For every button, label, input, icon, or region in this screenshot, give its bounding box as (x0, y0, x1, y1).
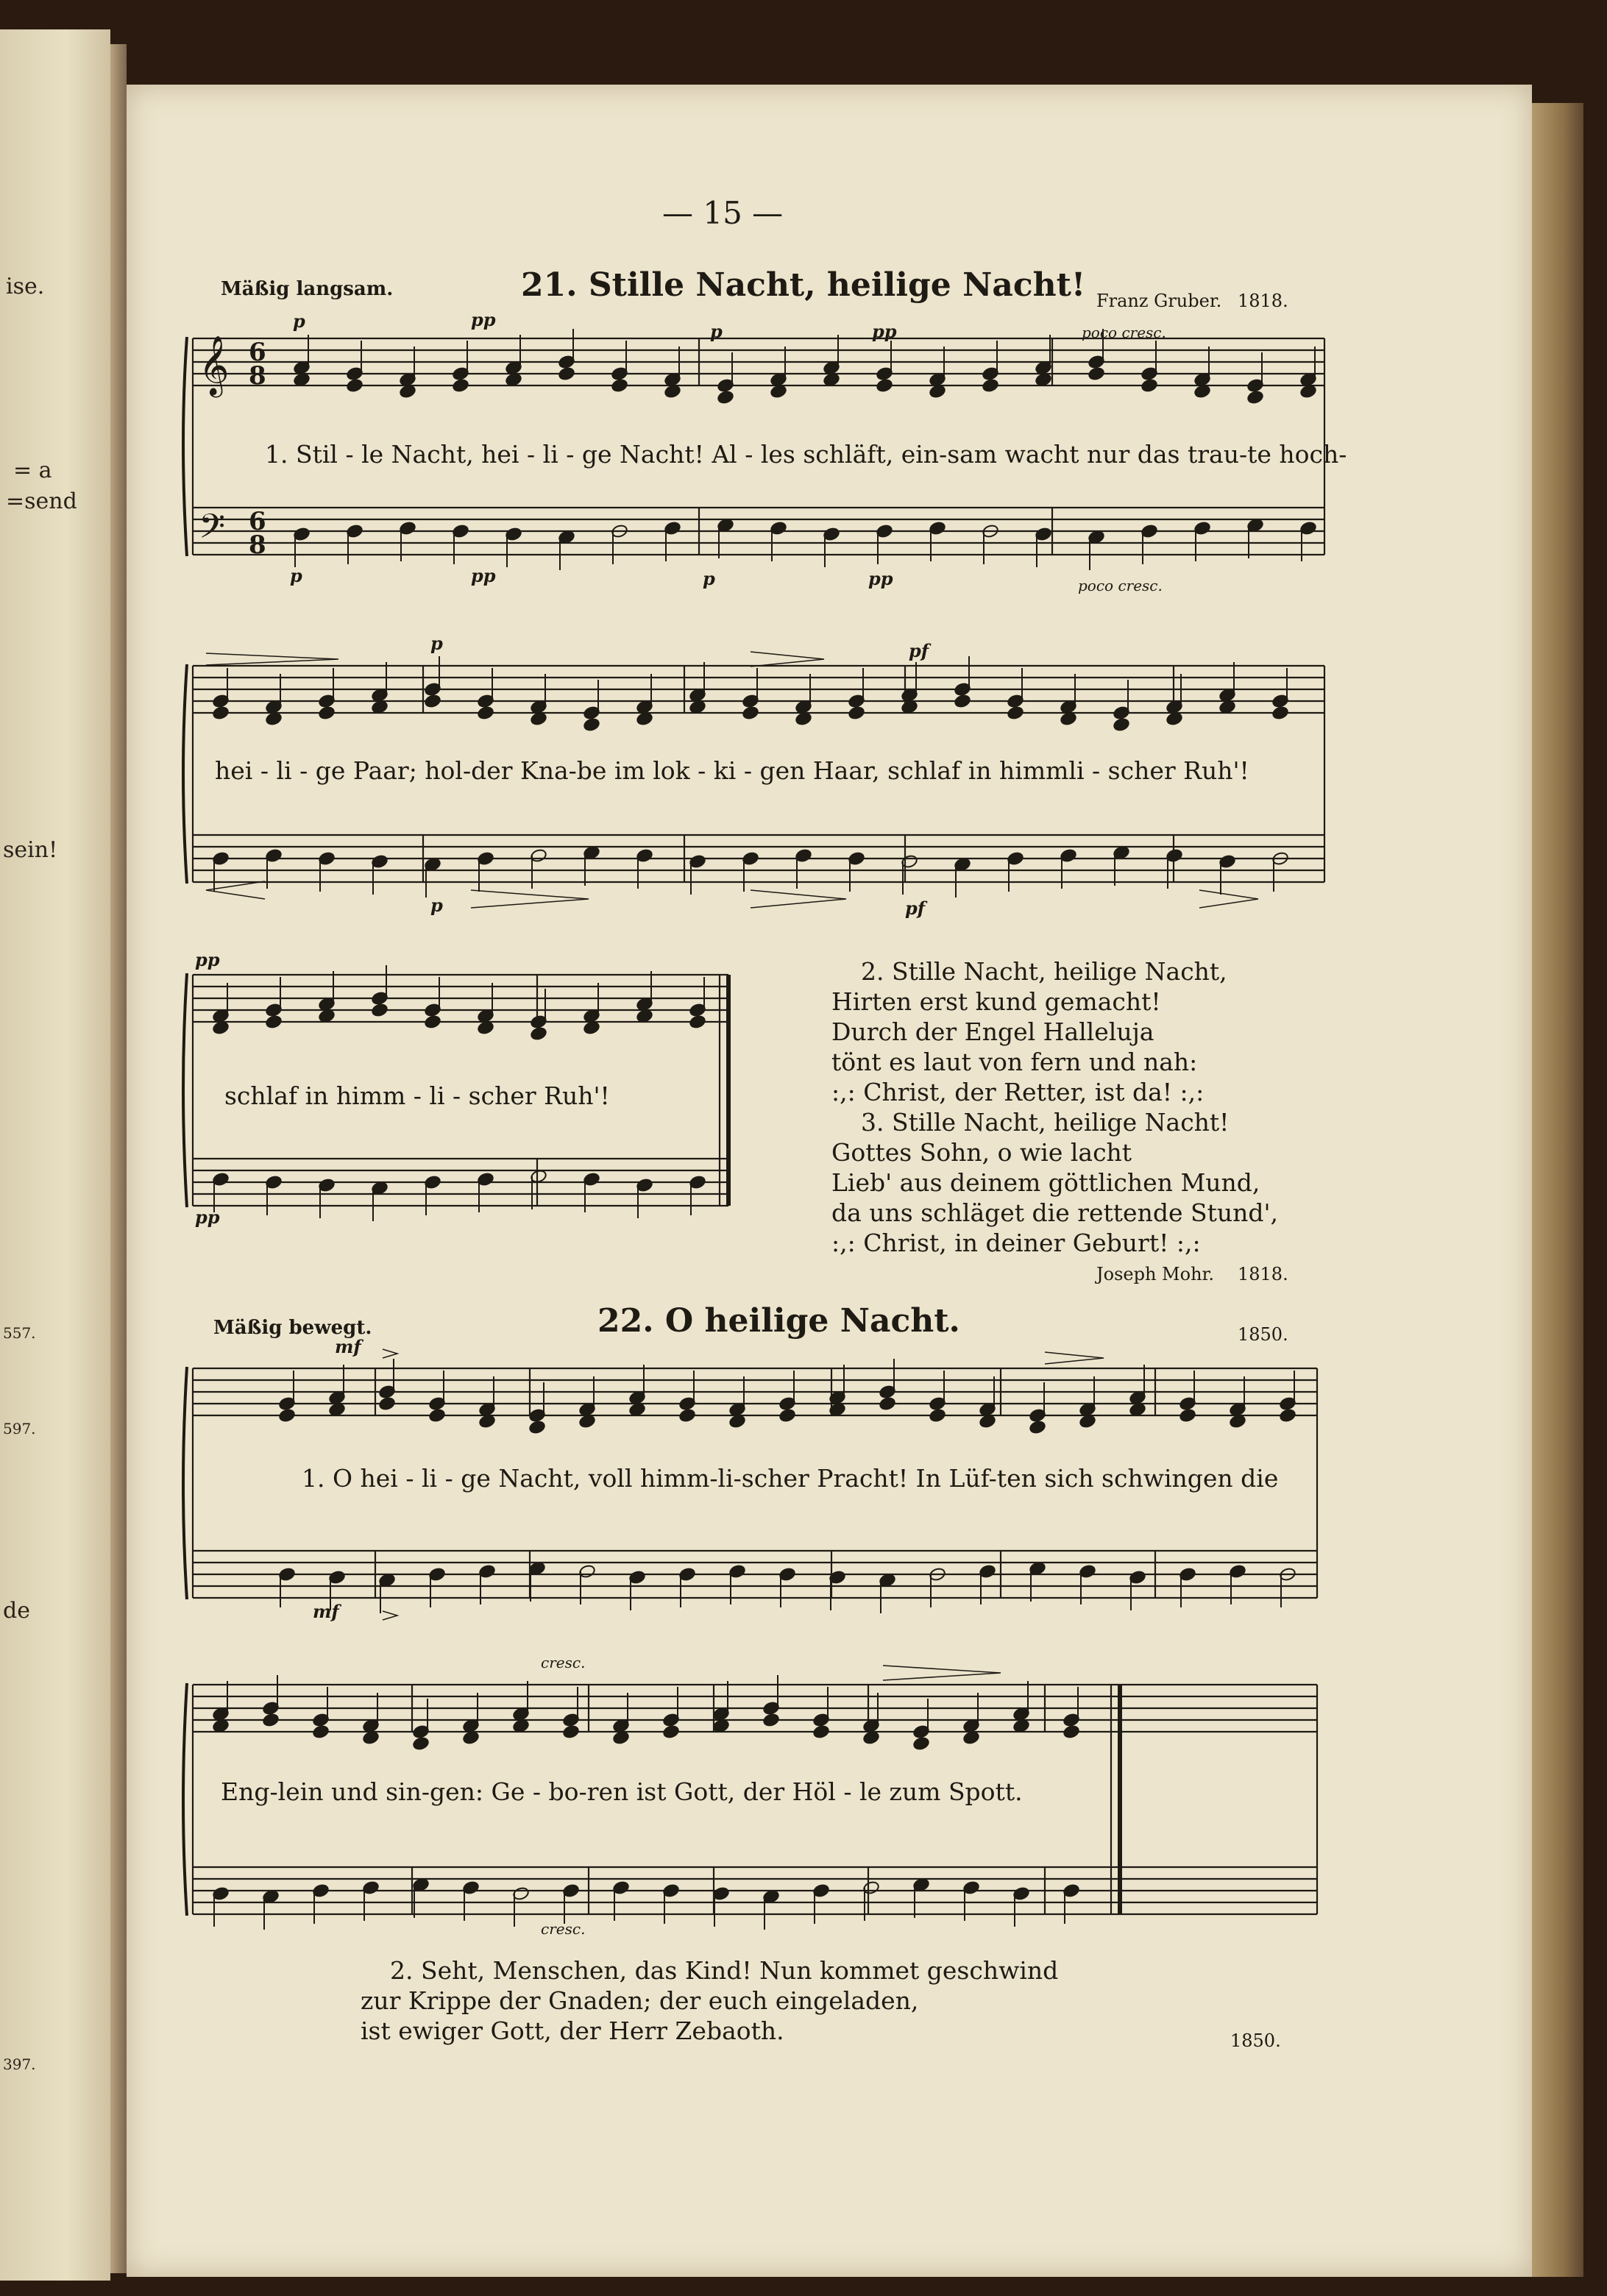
verse-block (361, 1955, 1058, 2046)
verse-line: Lieb' aus deinem göttlichen Mund, (831, 1168, 1260, 1197)
expression-marking: poco cresc. (1082, 324, 1166, 341)
note-head (778, 1408, 796, 1423)
lyricist-year: 1818. (1238, 1264, 1288, 1284)
svg-text:6: 6 (249, 338, 266, 367)
note-head (583, 717, 600, 732)
note-head (262, 1713, 280, 1727)
svg-text:𝄢: 𝄢 (199, 507, 226, 555)
previous-page (0, 29, 110, 2281)
note-head (1007, 705, 1024, 720)
song-year: 1850. (1230, 2030, 1281, 2051)
verse-line: 3. Stille Nacht, heilige Nacht! (861, 1108, 1230, 1137)
note-head (762, 1713, 780, 1727)
expression-marking: cresc. (541, 1920, 586, 1938)
book-gutter (110, 44, 127, 2273)
lyrics-line: 1. Stil - le Nacht, hei - li - ge Nacht! Al - les schläft, ein-sam wacht nur das trau-te hoch- (265, 440, 1347, 469)
note-head (424, 1014, 441, 1029)
dynamic-marking: pp (872, 321, 897, 342)
svg-text:8: 8 (249, 530, 266, 560)
expression-marking: poco cresc. (1078, 577, 1163, 594)
previous-page-fragment: de (3, 1598, 30, 1624)
verse-line: :,: Christ, in deiner Geburt! :,: (831, 1229, 1201, 1257)
note-head (265, 1014, 283, 1029)
dynamic-marking: pp (471, 565, 496, 586)
tempo-marking: Mäßig langsam. (221, 278, 394, 300)
note-head (912, 1736, 930, 1751)
dynamic-marking: pp (195, 1206, 220, 1228)
svg-text:8: 8 (249, 361, 266, 391)
note-head (424, 694, 441, 708)
composer-year: 1818. (1238, 291, 1288, 311)
composer: Franz Gruber. (1096, 291, 1222, 311)
lyrics-line: schlaf in himm - li - scher Ruh'! (224, 1081, 610, 1110)
previous-page-fragment: 597. (3, 1420, 36, 1437)
dynamic-marking: pf (905, 898, 926, 919)
note-head (528, 1420, 546, 1435)
note-head (452, 378, 469, 393)
note-head (312, 1724, 330, 1739)
svg-text:𝄞: 𝄞 (199, 335, 230, 395)
verse-line: 2. Stille Nacht, heilige Nacht, (861, 957, 1227, 986)
note-head (717, 390, 734, 405)
note-head (876, 378, 893, 393)
note-head (662, 1724, 680, 1739)
dynamic-marking: p (430, 633, 443, 654)
svg-text:6: 6 (249, 507, 266, 536)
note-head (318, 705, 336, 720)
note-head (212, 705, 230, 720)
note-head (1063, 1724, 1080, 1739)
note-head (1279, 1408, 1296, 1423)
note-head (1246, 390, 1264, 405)
note-head (611, 378, 628, 393)
previous-page-fragment: = a (13, 458, 52, 483)
dynamic-marking: p (293, 310, 305, 332)
music-system (177, 647, 1339, 927)
note-head (371, 1003, 389, 1017)
verse-line: tönt es laut von fern und nah: (831, 1048, 1198, 1076)
note-head (848, 705, 865, 720)
dynamic-marking: p (710, 321, 723, 342)
note-head (558, 366, 575, 381)
dynamic-marking: mf (313, 1601, 339, 1622)
note-head (477, 705, 494, 720)
verse-line: Durch der Engel Halleluja (831, 1017, 1154, 1046)
dynamic-marking: mf (335, 1336, 361, 1357)
page-edge (1532, 103, 1583, 2277)
song-title: 22. O heilige Nacht. (597, 1302, 960, 1340)
verse-line: ist ewiger Gott, der Herr Zebaoth. (361, 2016, 784, 2045)
note-head (678, 1408, 696, 1423)
dynamic-marking: pp (471, 309, 496, 330)
note-head (530, 1026, 547, 1041)
note-head (929, 1408, 946, 1423)
dynamic-marking: p (703, 568, 715, 589)
note-head (1140, 378, 1158, 393)
expression-marking: cresc. (541, 1654, 586, 1671)
verse-line: Gottes Sohn, o wie lacht (831, 1138, 1132, 1167)
song-year: 1850. (1238, 1324, 1288, 1345)
note-head (812, 1724, 830, 1739)
note-head (954, 694, 971, 708)
verse-line: zur Krippe der Gnaden; der euch eingeladen, (361, 1986, 919, 2015)
dynamic-marking: pp (868, 568, 893, 589)
previous-page-fragment: =send (6, 488, 77, 514)
lyricist: Joseph Mohr. (1096, 1264, 1214, 1284)
note-head (1271, 705, 1289, 720)
dynamic-marking: p (430, 895, 443, 916)
previous-page-fragment: 557. (3, 1324, 36, 1342)
note-head (562, 1724, 580, 1739)
note-head (278, 1408, 296, 1423)
lyrics-line: 1. O hei - li - ge Nacht, voll himm-li-scher Pracht! In Lüf-ten sich schwingen die (302, 1464, 1279, 1493)
note-head (412, 1736, 430, 1751)
verse-line: :,: Christ, der Retter, ist da! :,: (831, 1078, 1205, 1106)
note-head (879, 1396, 896, 1411)
song-title: 21. Stille Nacht, heilige Nacht! (521, 266, 1086, 304)
note-head (378, 1396, 396, 1411)
previous-page-fragment: sein! (3, 837, 58, 863)
note-head (982, 378, 999, 393)
note-head (1179, 1408, 1196, 1423)
note-head (1113, 717, 1130, 732)
previous-page-fragment: ise. (6, 274, 45, 299)
verse-line: Hirten erst kund gemacht! (831, 987, 1161, 1016)
note-head (346, 378, 363, 393)
lyrics-line: Eng-lein und sin-gen: Ge - bo-ren ist Gott, der Höl - le zum Spott. (221, 1777, 1023, 1806)
verse-line: 2. Seht, Menschen, das Kind! Nun kommet geschwind (390, 1956, 1059, 1985)
note-head (742, 705, 759, 720)
dynamic-marking: p (290, 565, 302, 586)
note-head (1088, 366, 1105, 381)
page-number: — 15 — (662, 195, 784, 231)
lyrics-line: hei - li - ge Paar; hol-der Kna-be im lok - ki - gen Haar, schlaf in himmli - scher Ruh'! (215, 756, 1249, 785)
previous-page-fragment: 397. (3, 2055, 36, 2073)
verse-block (831, 956, 1278, 1258)
score-system-2 (177, 647, 1339, 927)
note-head (428, 1408, 446, 1423)
dynamic-marking: pp (195, 949, 220, 970)
note-head (689, 1014, 706, 1029)
dynamic-marking: pf (909, 640, 929, 661)
verse-line: da uns schläget die rettende Stund', (831, 1198, 1279, 1227)
tempo-marking: Mäßig bewegt. (213, 1317, 372, 1339)
note-head (1029, 1420, 1046, 1435)
